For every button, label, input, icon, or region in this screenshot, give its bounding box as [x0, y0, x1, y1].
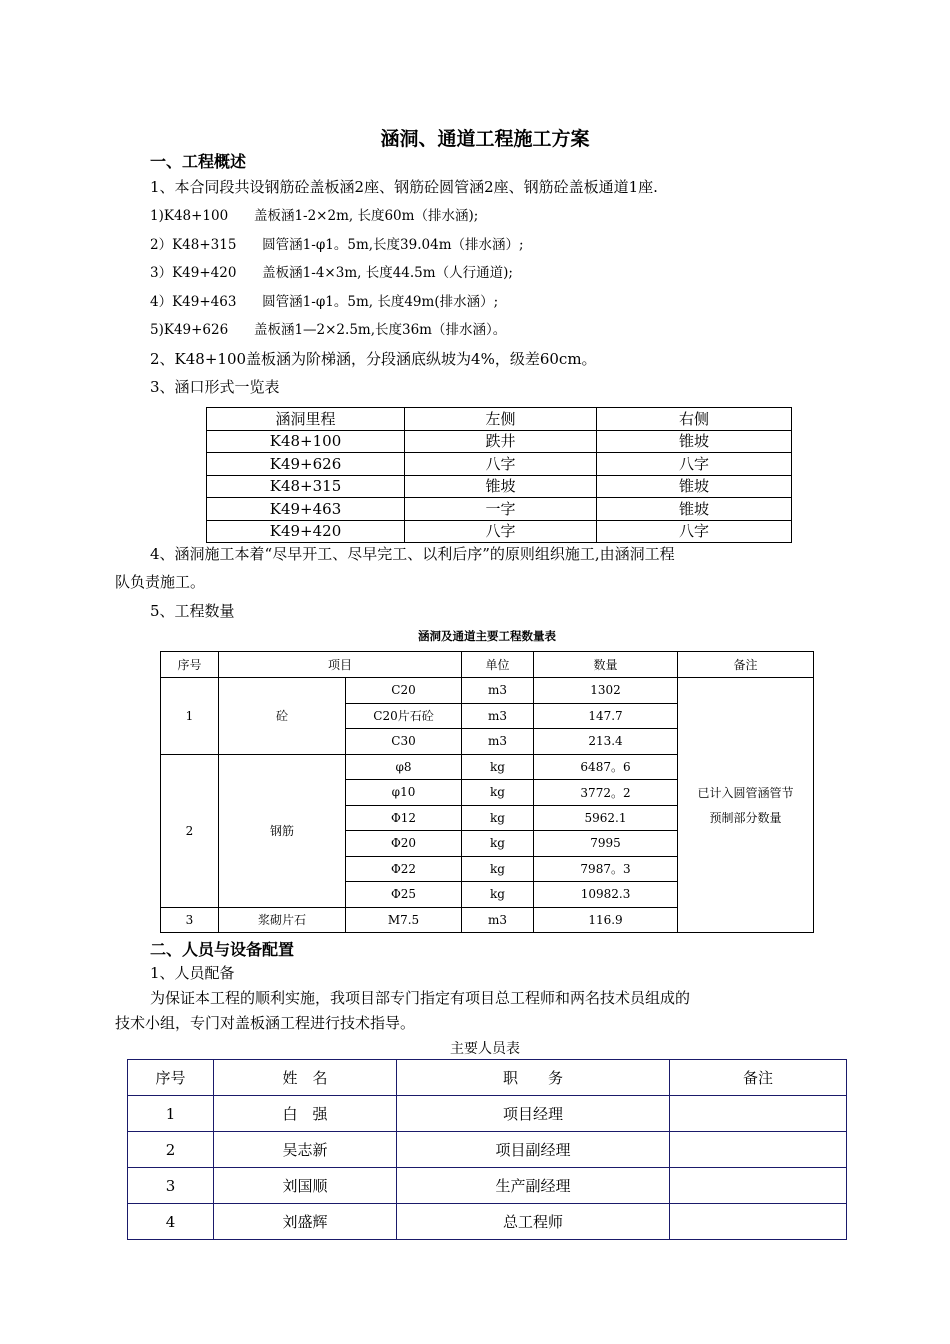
header-cell: 序号 — [161, 652, 219, 678]
table-cell: 锥坡 — [597, 475, 792, 498]
table-cell: K48+100 — [207, 430, 405, 453]
quantity-cell: 1302 — [534, 678, 678, 704]
quantity-cell: 10982.3 — [534, 882, 678, 908]
table-cell — [670, 1168, 847, 1204]
table-cell: K48+315 — [207, 475, 405, 498]
unit-cell: kg — [462, 805, 534, 831]
table-cell: 八字 — [405, 520, 597, 543]
quantity-cell: 147.7 — [534, 703, 678, 729]
header-cell: 备注 — [670, 1060, 847, 1096]
table-cell: 刘国顺 — [214, 1168, 397, 1204]
quantity-cell: 7987。3 — [534, 856, 678, 882]
spec-cell: Φ22 — [346, 856, 462, 882]
spec-cell: Φ20 — [346, 831, 462, 857]
unit-cell: kg — [462, 856, 534, 882]
table-cell: 八字 — [597, 453, 792, 476]
table-cell: 锥坡 — [597, 430, 792, 453]
staff-table — [127, 1059, 847, 1240]
group-item-cell: 钢筋 — [219, 754, 346, 907]
outlet-form-table — [206, 407, 792, 543]
overview-paragraph-4-line-1: 4、涵洞施工本着“尽早开工、尽早完工、以利后序”的原则组织施工,由涵洞工程 — [150, 545, 675, 563]
table-cell: 跌井 — [405, 430, 597, 453]
table-cell: 项目经理 — [397, 1096, 670, 1132]
spec-cell: Φ12 — [346, 805, 462, 831]
staff-table-caption: 主要人员表 — [450, 1041, 520, 1057]
table-cell: 3 — [128, 1168, 214, 1204]
overview-paragraph-1: 1、本合同段共设钢筋砼盖板涵2座、钢筋砼圆管涵2座、钢筋砼盖板通道1座. — [150, 178, 658, 196]
table-cell — [670, 1204, 847, 1240]
group-item-cell: 浆砌片石 — [219, 907, 346, 933]
table-cell: 锥坡 — [597, 498, 792, 521]
table-cell: 1 — [128, 1096, 214, 1132]
unit-cell: kg — [462, 882, 534, 908]
table-row — [207, 475, 792, 498]
table-cell: 一字 — [405, 498, 597, 521]
unit-cell: m3 — [462, 703, 534, 729]
table-header-row — [128, 1060, 847, 1096]
table-cell: K49+626 — [207, 453, 405, 476]
culvert-item-5: 5)K49+626 盖板涵1—2×2.5m,长度36m（排水涵）。 — [150, 322, 507, 338]
table-cell: K49+420 — [207, 520, 405, 543]
staffing-subheading: 1、人员配备 — [150, 964, 235, 982]
culvert-item-3: 3）K49+420 盖板涵1-4×3m, 长度44.5m（人行通道); — [150, 265, 513, 281]
table-row — [207, 430, 792, 453]
unit-cell: m3 — [462, 729, 534, 755]
header-cell: 职 务 — [397, 1060, 670, 1096]
header-cell: 数量 — [534, 652, 678, 678]
quantity-cell: 3772。2 — [534, 780, 678, 806]
header-cell: 项目 — [219, 652, 462, 678]
quantity-cell: 7995 — [534, 831, 678, 857]
header-cell: 备注 — [678, 652, 814, 678]
header-cell: 单位 — [462, 652, 534, 678]
table-cell: 总工程师 — [397, 1204, 670, 1240]
table-cell — [670, 1132, 847, 1168]
table-cell: K49+463 — [207, 498, 405, 521]
table-row — [128, 1168, 847, 1204]
remark-line-1: 已计入圆管涵管节 — [697, 786, 794, 800]
spec-cell: C30 — [346, 729, 462, 755]
table-row — [207, 498, 792, 521]
spec-cell: M7.5 — [346, 907, 462, 933]
table-row — [207, 453, 792, 476]
table-cell: 八字 — [597, 520, 792, 543]
table-row — [128, 1204, 847, 1240]
table-cell: 白 强 — [214, 1096, 397, 1132]
document-title: 涵洞、通道工程施工方案 — [380, 128, 590, 150]
culvert-item-2: 2）K48+315 圆管涵1-φ1。5m,长度39.04m（排水涵）; — [150, 237, 524, 253]
staffing-paragraph-line-2: 技术小组，专门对盖板涵工程进行技术指导。 — [115, 1014, 416, 1032]
section-1-heading: 一、工程概述 — [150, 152, 247, 171]
overview-paragraph-5: 5、工程数量 — [150, 602, 235, 620]
spec-cell: Φ25 — [346, 882, 462, 908]
header-cell: 姓 名 — [214, 1060, 397, 1096]
table-cell: 项目副经理 — [397, 1132, 670, 1168]
group-item-cell: 砼 — [219, 678, 346, 755]
remark-cell — [678, 678, 814, 933]
overview-paragraph-3: 3、涵口形式一览表 — [150, 378, 280, 396]
culvert-item-1: 1)K48+100 盖板涵1-2×2m, 长度60m（排水涵); — [150, 208, 479, 224]
group-number-cell: 3 — [161, 907, 219, 933]
section-2-heading: 二、人员与设备配置 — [150, 940, 295, 959]
table-row — [128, 1132, 847, 1168]
table-cell: 2 — [128, 1132, 214, 1168]
staffing-paragraph-line-1: 为保证本工程的顺利实施，我项目部专门指定有项目总工程师和两名技术员组成的 — [150, 989, 691, 1007]
unit-cell: kg — [462, 831, 534, 857]
table-cell: 八字 — [405, 453, 597, 476]
spec-cell: C20 — [346, 678, 462, 704]
spec-cell: φ10 — [346, 780, 462, 806]
table-row — [161, 678, 814, 704]
header-cell: 涵洞里程 — [207, 408, 405, 431]
table-row — [128, 1096, 847, 1132]
unit-cell: kg — [462, 780, 534, 806]
quantity-table — [160, 651, 814, 933]
table-cell: 吴志新 — [214, 1132, 397, 1168]
spec-cell: φ8 — [346, 754, 462, 780]
quantity-cell: 116.9 — [534, 907, 678, 933]
group-number-cell: 1 — [161, 678, 219, 755]
header-cell: 右侧 — [597, 408, 792, 431]
table-cell: 生产副经理 — [397, 1168, 670, 1204]
group-number-cell: 2 — [161, 754, 219, 907]
spec-cell: C20片石砼 — [346, 703, 462, 729]
table-cell: 刘盛辉 — [214, 1204, 397, 1240]
table-cell: 4 — [128, 1204, 214, 1240]
quantity-cell: 213.4 — [534, 729, 678, 755]
table-cell: 锥坡 — [405, 475, 597, 498]
unit-cell: kg — [462, 754, 534, 780]
header-cell: 序号 — [128, 1060, 214, 1096]
unit-cell: m3 — [462, 678, 534, 704]
table-cell — [670, 1096, 847, 1132]
culvert-item-4: 4）K49+463 圆管涵1-φ1。5m, 长度49m(排水涵）; — [150, 294, 499, 310]
header-cell: 左侧 — [405, 408, 597, 431]
quantity-cell: 5962.1 — [534, 805, 678, 831]
table-row — [207, 520, 792, 543]
unit-cell: m3 — [462, 907, 534, 933]
table-header-row — [161, 652, 814, 678]
overview-paragraph-4-line-2: 队负责施工。 — [115, 573, 206, 591]
table-header-row — [207, 408, 792, 431]
quantity-cell: 6487。6 — [534, 754, 678, 780]
quantity-table-caption: 涵洞及通道主要工程数量表 — [418, 629, 556, 643]
remark-line-2: 预制部分数量 — [709, 811, 782, 825]
overview-paragraph-2: 2、K48+100盖板涵为阶梯涵，分段涵底纵坡为4%，级差60cm。 — [150, 350, 597, 368]
